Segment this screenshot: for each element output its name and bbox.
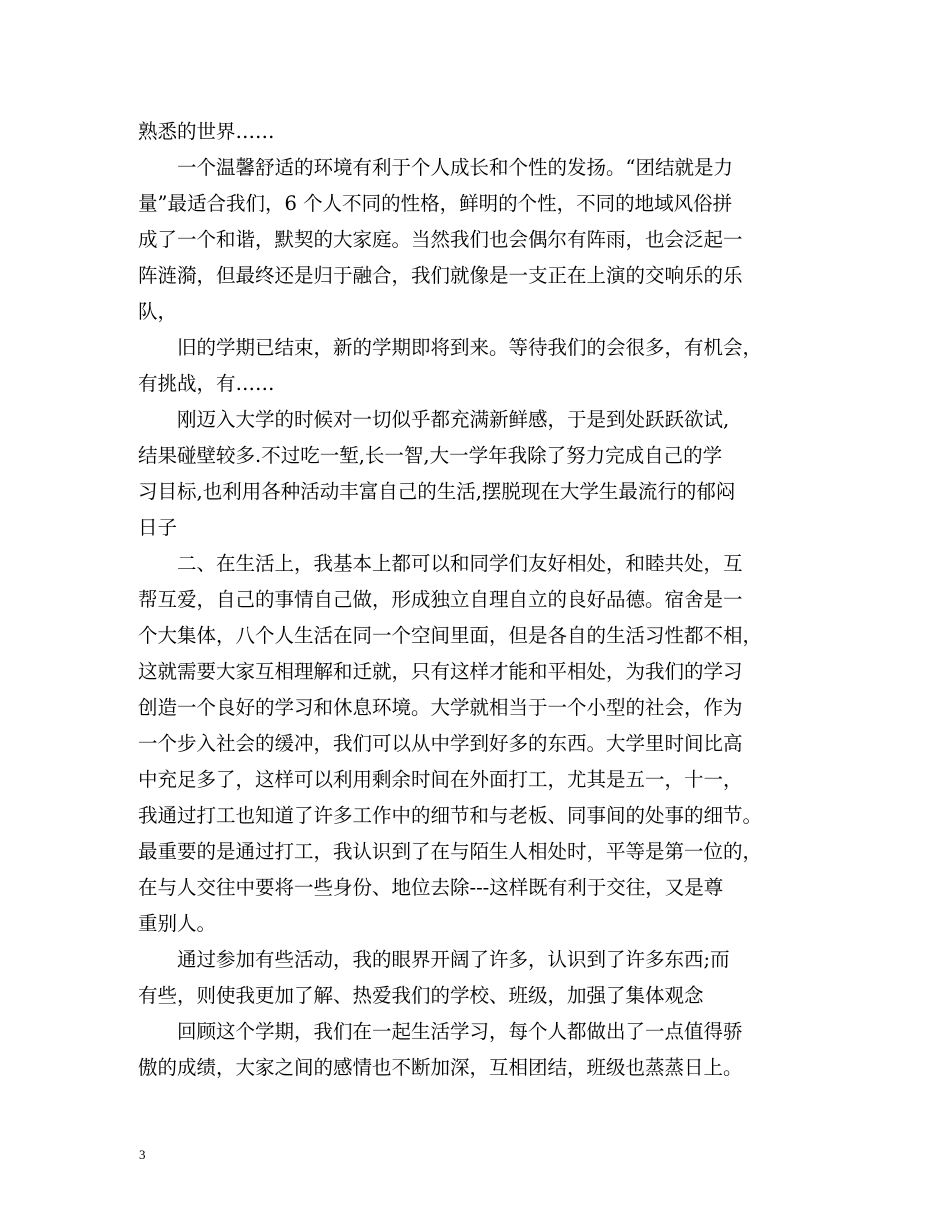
text-line-9: 刚迈入大学的时候对一切似乎都充满新鲜感，于是到处跃跃欲试, (138, 408, 730, 431)
text-line-27: 傲的成绩，大家之间的感情也不断加深，互相团结，班级也蒸蒸日上。 (138, 1056, 743, 1079)
text-line-7: 旧的学期已结束，新的学期即将到来。等待我们的会很多，有机会， (138, 336, 763, 359)
text-line-14: 帮互爱，自己的事情自己做，形成独立自理自立的良好品德。宿舍是一 (138, 588, 743, 611)
text-line-2: 一个温馨舒适的环境有利于个人成长和个性的发扬。“团结就是力 (138, 156, 733, 179)
page-number: 3 (139, 1147, 146, 1162)
text-line-5: 阵涟漪，但最终还是归于融合，我们就像是一支正在上演的交响乐的乐 (138, 264, 743, 287)
text-line-4: 成了一个和谐，默契的大家庭。当然我们也会偶尔有阵雨，也会泛起一 (138, 228, 743, 251)
text-line-1: 熟悉的世界…… (138, 120, 275, 143)
text-line-16: 这就需要大家互相理解和迁就，只有这样才能和平相处，为我们的学习 (138, 660, 743, 683)
text-line-22: 在与人交往中要将一些身份、地位去除---这样既有利于交往，又是尊 (138, 876, 724, 899)
text-line-25: 有些，则使我更加了解、热爱我们的学校、班级，加强了集体观念 (138, 984, 704, 1007)
text-line-20: 我通过打工也知道了许多工作中的细节和与老板、同事间的处事的细节。 (138, 804, 763, 827)
text-line-24: 通过参加有些活动，我的眼界开阔了许多，认识到了许多东西;而 (138, 948, 730, 971)
text-line-13: 二、在生活上，我基本上都可以和同学们友好相处，和睦共处，互 (138, 552, 743, 575)
text-line-19: 中充足多了，这样可以利用剩余时间在外面打工，尤其是五一，十一， (138, 768, 743, 791)
text-line-3: 量”最适合我们，6 个人不同的性格，鲜明的个性，不同的地域风俗拼 (138, 192, 733, 215)
text-line-6: 队， (138, 300, 178, 323)
text-line-18: 一个步入社会的缓冲，我们可以从中学到好多的东西。大学里时间比高 (138, 732, 743, 755)
text-line-15: 个大集体，八个人生活在同一个空间里面，但是各自的生活习性都不相， (138, 624, 763, 647)
text-line-26: 回顾这个学期，我们在一起生活学习，每个人都做出了一点值得骄 (138, 1020, 743, 1043)
text-line-23: 重别人。 (138, 912, 217, 935)
text-line-11: 习目标,也利用各种活动丰富自己的生活,摆脱现在大学生最流行的郁闷 (138, 480, 736, 503)
text-line-21: 最重要的是通过打工，我认识到了在与陌生人相处时，平等是第一位的， (138, 840, 763, 863)
text-line-12: 日子 (138, 516, 178, 539)
text-line-8: 有挑战，有…… (138, 372, 275, 395)
text-line-17: 创造一个良好的学习和休息环境。大学就相当于一个小型的社会，作为 (138, 696, 743, 719)
text-line-10: 结果碰壁较多.不过吃一堑,长一智,大一学年我除了努力完成自己的学 (138, 444, 723, 467)
